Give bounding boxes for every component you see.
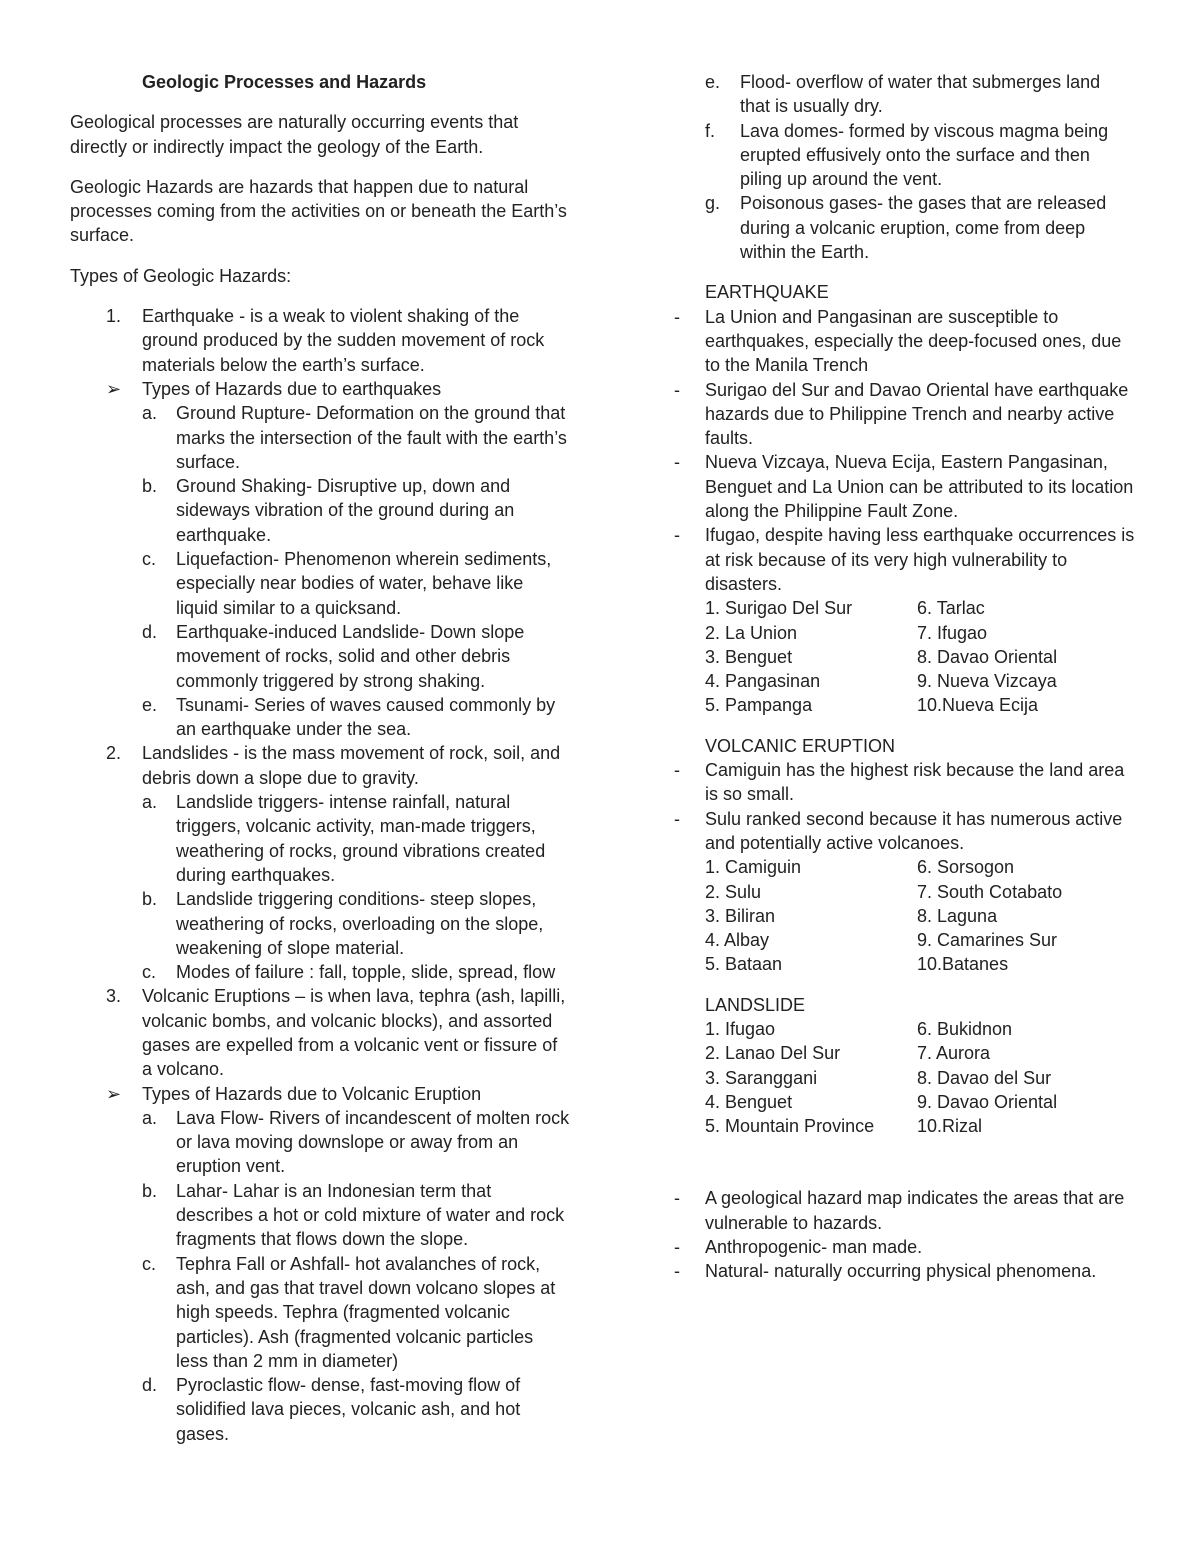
ranking-cell: 8. Davao del Sur — [917, 1067, 1052, 1088]
intro-paragraph: Geological processes are naturally occurring events that directly or indirectly impact the geology of the Earth. — [70, 112, 519, 157]
ranking-cell: 7. South Cotabato — [917, 881, 1063, 902]
list-item-text: Liquefaction- Phenomenon wherein sediments, especially near bodies of water, behave like liquid similar to a quicksand. — [176, 549, 552, 618]
ranking-cell: 4. Albay — [705, 930, 770, 951]
volcanic-notes — [674, 758, 1135, 855]
list-item-text: Modes of failure : fall, topple, slide, spread, flow — [176, 962, 556, 983]
arrow-bullet-icon: ➢ — [106, 378, 122, 399]
dash-item — [674, 758, 1135, 807]
landslide-ranking — [705, 1017, 1135, 1138]
dash-item — [674, 1186, 1135, 1235]
list-marker: a. — [142, 403, 158, 424]
list-marker: d. — [142, 1375, 158, 1396]
ranking-cell: 9. Camarines Sur — [917, 930, 1058, 951]
dash-item-text: Nueva Vizcaya, Nueva Ecija, Eastern Pangasinan, Benguet and La Union can be attributed to its location along the Philippine Fault Zone. — [705, 452, 1134, 522]
ranking-cell: 10.Batanes — [917, 954, 1009, 975]
list-number: 2. — [106, 743, 122, 764]
list-item-text: Landslide triggers- intense rainfall, natural triggers, volcanic activity, man-made triggers, weathering of rocks, ground vibrations created during earthquakes. — [176, 792, 546, 885]
list-item-text: Lava domes- formed by viscous magma being erupted effusively onto the surface and then piling up around the vent. — [740, 120, 1109, 190]
final-notes — [674, 1186, 1135, 1283]
list-number: 1. — [106, 306, 122, 327]
dash-bullet: - — [674, 452, 680, 473]
dash-item-text: A geological hazard map indicates the areas that are vulnerable to hazards. — [705, 1188, 1125, 1233]
ranking-cell: 5. Pampanga — [705, 695, 813, 716]
dash-bullet: - — [674, 1188, 680, 1209]
ranking-cell: 1. Surigao Del Sur — [705, 598, 853, 619]
dash-item-text: Ifugao, despite having less earthquake occurrences is at risk because of its very high vulnerability to disasters. — [705, 525, 1135, 594]
dash-item-text: Sulu ranked second because it has numerous active and potentially active volcanoes. — [705, 808, 1123, 853]
list-item — [70, 1106, 570, 1179]
landslide-heading: LANDSLIDE — [705, 994, 806, 1015]
list-item — [705, 191, 1135, 264]
dash-item-text: Surigao del Sur and Davao Oriental have earthquake hazards due to Philippine Trench and nearby active faults. — [705, 379, 1129, 449]
dash-item — [674, 1235, 1135, 1259]
ranking-cell: 5. Bataan — [705, 954, 783, 975]
left-column — [70, 70, 570, 1446]
list-item-text: Pyroclastic flow- dense, fast-moving flow of solidified lava pieces, volcanic ash, and hot gases. — [176, 1375, 521, 1444]
list-item-text: Poisonous gases- the gases that are released during a volcanic eruption, come from deep within the Earth. — [740, 193, 1107, 263]
dash-item-text: Camiguin has the highest risk because the land area is so small. — [705, 760, 1125, 805]
dash-item-text: Natural- naturally occurring physical phenomena. — [705, 1261, 1097, 1282]
ranking-cell: 3. Benguet — [705, 646, 793, 667]
list-marker: c. — [142, 549, 157, 570]
bullet-text: Types of Hazards due to earthquakes — [142, 378, 442, 399]
list-marker: c. — [142, 1253, 157, 1274]
list-item-text: Landslide triggering conditions- steep slopes, weathering of rocks, overloading on the slope, weakening of slope material. — [176, 889, 544, 958]
bullet-item — [70, 377, 570, 401]
ranking-cell: 10.Nueva Ecija — [917, 695, 1039, 716]
list-marker: e. — [142, 694, 158, 715]
ranking-cell: 7. Aurora — [917, 1043, 991, 1064]
list-item-text: Earthquake - is a weak to violent shaking of the ground produced by the sudden movement of rock materials below the earth’s surface. — [142, 306, 545, 375]
list-marker: e. — [705, 72, 721, 92]
bullet-item — [70, 1082, 570, 1106]
list-marker: b. — [142, 476, 158, 497]
volcanic-ranking — [705, 855, 1135, 976]
dash-bullet: - — [674, 808, 680, 829]
dash-bullet: - — [674, 379, 680, 400]
dash-item-text: Anthropogenic- man made. — [705, 1237, 923, 1258]
list-item — [70, 960, 570, 984]
list-marker: d. — [142, 621, 158, 642]
list-marker: b. — [142, 1180, 158, 1201]
list-item-text: Landslides - is the mass movement of rock, soil, and debris down a slope due to gravity. — [142, 743, 561, 788]
list-item — [705, 70, 1135, 119]
list-marker: a. — [142, 792, 158, 813]
dash-bullet: - — [674, 525, 680, 546]
list-item — [70, 1252, 570, 1373]
dash-item — [674, 450, 1135, 523]
dash-bullet: - — [674, 1237, 680, 1258]
list-item-text: Ground Shaking- Disruptive up, down and sideways vibration of the ground during an earthquake. — [176, 476, 515, 545]
landslide-list — [70, 790, 570, 984]
ranking-cell: 9. Nueva Vizcaya — [917, 671, 1057, 692]
ranking-cell: 4. Benguet — [705, 1091, 793, 1112]
list-item — [70, 547, 570, 620]
dash-bullet: - — [674, 306, 680, 327]
list-item-text: Lahar- Lahar is an Indonesian term that describes a hot or cold mixture of water and rock fragments that flows down the slope. — [176, 1180, 565, 1250]
list-item-text: Tsunami- Series of waves caused commonly by an earthquake under the sea. — [176, 694, 556, 740]
types-heading: Types of Geologic Hazards: — [70, 265, 292, 286]
list-item-text: Volcanic Eruptions – is when lava, tephra (ash, lapilli, volcanic bombs, and volcanic blocks), and assorted gases are expelled from a volcanic vent or fissure of a volcano. — [142, 986, 566, 1080]
earthquake-hazard-list — [70, 401, 570, 741]
list-marker: c. — [142, 962, 157, 983]
list-item — [70, 401, 570, 474]
dash-bullet: - — [674, 1261, 680, 1282]
list-item-text: Earthquake-induced Landslide- Down slope movement of rocks, solid and other debris commonly triggered by strong shaking. — [176, 621, 525, 691]
dash-item-text: La Union and Pangasinan are susceptible to earthquakes, especially the deep-focused ones, due to the Manila Trench — [705, 306, 1122, 376]
ranking-cell: 7. Ifugao — [917, 622, 988, 643]
intro-paragraph: Geologic Hazards are hazards that happen due to natural processes coming from the activities on or beneath the Earth’s surface. — [70, 176, 567, 246]
earthquake-heading: EARTHQUAKE — [705, 282, 829, 303]
list-item-text: Flood- overflow of water that submerges land that is usually dry. — [740, 72, 1101, 117]
earthquake-ranking — [705, 596, 1135, 717]
list-item-landslides — [70, 741, 570, 790]
ranking-cell: 4. Pangasinan — [705, 671, 821, 692]
list-item — [70, 474, 570, 547]
list-item — [70, 620, 570, 693]
ranking-cell: 2. Lanao Del Sur — [705, 1043, 841, 1064]
dash-item — [674, 807, 1135, 856]
ranking-cell: 6. Tarlac — [917, 598, 985, 619]
list-item-volcanic — [70, 984, 570, 1081]
list-item — [70, 887, 570, 960]
volcanic-hazard-list-continued — [705, 70, 1135, 264]
list-item-earthquake — [70, 304, 570, 377]
arrow-bullet-icon: ➢ — [106, 1083, 122, 1104]
ranking-cell: 6. Bukidnon — [917, 1018, 1013, 1039]
list-item — [70, 1179, 570, 1252]
list-item — [70, 790, 570, 887]
dash-item — [674, 378, 1135, 451]
list-item-text: Ground Rupture- Deformation on the ground that marks the intersection of the fault with the earth’s surface. — [176, 403, 567, 472]
list-item-text: Lava Flow- Rivers of incandescent of molten rock or lava moving downslope or away from an eruption vent. — [176, 1107, 570, 1177]
list-marker: a. — [142, 1107, 158, 1128]
ranking-cell: 8. Laguna — [917, 905, 998, 926]
ranking-cell: 3. Biliran — [705, 905, 776, 926]
ranking-cell: 10.Rizal — [917, 1116, 983, 1137]
ranking-cell: 9. Davao Oriental — [917, 1091, 1058, 1112]
ranking-cell: 6. Sorsogon — [917, 857, 1015, 878]
page-title: Geologic Processes and Hazards — [142, 72, 427, 92]
ranking-cell: 8. Davao Oriental — [917, 646, 1058, 667]
ranking-cell: 5. Mountain Province — [705, 1116, 875, 1137]
list-item-text: Tephra Fall or Ashfall- hot avalanches of rock, ash, and gas that travel down volcano slopes at high speeds. Tephra (fragmented volcanic particles). Ash (fragmented volcanic particles less than 2 mm in diameter) — [176, 1253, 556, 1371]
dash-item — [674, 1259, 1135, 1283]
ranking-cell: 3. Saranggani — [705, 1067, 818, 1088]
list-item — [705, 119, 1135, 192]
list-marker: g. — [705, 193, 721, 214]
list-marker: f. — [705, 120, 716, 141]
ranking-cell: 2. Sulu — [705, 881, 762, 902]
dash-bullet: - — [674, 760, 680, 781]
ranking-cell: 1. Camiguin — [705, 857, 802, 878]
right-column — [674, 70, 1135, 1284]
ranking-cell: 1. Ifugao — [705, 1018, 776, 1039]
earthquake-notes — [674, 305, 1135, 597]
bullet-text: Types of Hazards due to Volcanic Eruption — [142, 1083, 482, 1104]
dash-item — [674, 523, 1135, 596]
dash-item — [674, 305, 1135, 378]
list-number: 3. — [106, 986, 122, 1007]
list-item — [70, 693, 570, 742]
volcanic-heading: VOLCANIC ERUPTION — [705, 735, 896, 756]
ranking-cell: 2. La Union — [705, 622, 798, 643]
list-item — [70, 1373, 570, 1446]
list-marker: b. — [142, 889, 158, 910]
volcanic-hazard-list — [70, 1106, 570, 1446]
